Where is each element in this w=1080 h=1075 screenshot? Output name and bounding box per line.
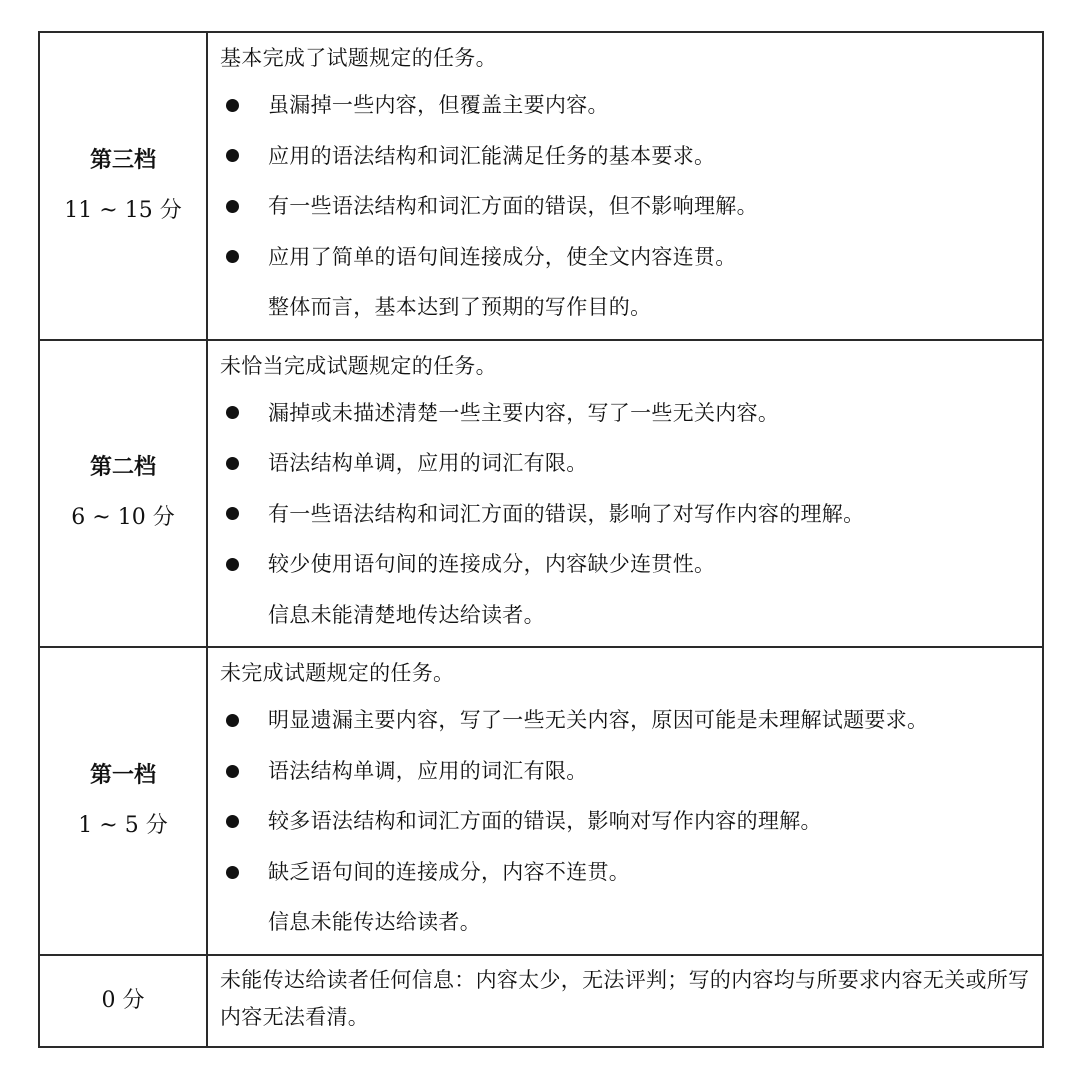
bullet-icon <box>226 200 239 213</box>
bullet-icon <box>226 457 239 470</box>
bullet-icon <box>226 99 239 112</box>
level-intro: 基本完成了试题规定的任务。 <box>220 46 497 70</box>
description-cell <box>207 340 1043 648</box>
criterion-item <box>220 489 1032 540</box>
criterion-item <box>220 388 1032 439</box>
level-score: 1 ~ 5 分 <box>78 813 168 838</box>
bullet-icon <box>226 815 239 828</box>
criterion-text: 缺乏语句间的连接成分，内容不连贯。 <box>268 859 631 884</box>
criterion-text: 有一些语法结构和词汇方面的错误，影响了对写作内容的理解。 <box>268 501 865 526</box>
level-name: 第二档 <box>89 455 156 481</box>
criterion-text: 语法结构单调，应用的词汇有限。 <box>268 758 588 783</box>
criterion-text: 漏掉或未描述清楚一些主要内容，写了一些无关内容。 <box>268 400 780 425</box>
criterion-text: 语法结构单调，应用的词汇有限。 <box>268 451 588 475</box>
level-cell <box>39 340 207 648</box>
criterion-text: 应用的语法结构和词汇能满足任务的基本要求。 <box>268 143 716 168</box>
bullet-icon <box>226 866 239 879</box>
level-intro: 未完成试题规定的任务。 <box>220 661 455 686</box>
criterion-text: 应用了简单的语句间连接成分，使全文内容连贯。 <box>268 244 737 269</box>
bullet-icon <box>226 250 239 263</box>
scoring-rubric-table <box>38 31 1044 1048</box>
criterion-item <box>220 695 1032 746</box>
level-summary: 整体而言，基本达到了预期的写作目的。 <box>268 295 652 319</box>
bullet-icon <box>226 765 239 778</box>
criterion-item <box>220 232 1032 283</box>
criterion-text: 较多语法结构和词汇方面的错误，影响对写作内容的理解。 <box>268 809 822 834</box>
criterion-item <box>220 181 1032 232</box>
level-name: 第一档 <box>89 763 156 788</box>
level-intro: 未恰当完成试题规定的任务。 <box>220 353 497 378</box>
bullet-icon <box>226 558 239 571</box>
level-score: 11 ~ 15 分 <box>64 197 182 223</box>
level-summary: 信息未能清楚地传达给读者。 <box>268 602 545 627</box>
rubric-row-level-2 <box>39 340 1043 648</box>
rubric-row-level-1 <box>39 647 1043 955</box>
criterion-item <box>220 796 1032 847</box>
criterion-item <box>220 746 1032 797</box>
criterion-item <box>220 438 1032 489</box>
criterion-text: 明显遗漏主要内容，写了一些无关内容，原因可能是未理解试题要求。 <box>268 708 929 733</box>
level-cell <box>39 955 207 1047</box>
bullet-icon <box>226 714 239 727</box>
level-cell <box>39 32 207 340</box>
level-name: 第三档 <box>89 147 156 173</box>
criterion-item <box>220 80 1032 131</box>
level-score: 0 分 <box>101 988 145 1013</box>
bullet-icon <box>226 149 239 162</box>
criterion-text: 较少使用语句间的连接成分，内容缺少连贯性。 <box>268 552 716 576</box>
criterion-item <box>220 539 1032 590</box>
level-cell <box>39 647 207 955</box>
description-cell <box>207 647 1043 955</box>
rubric-row-zero <box>39 955 1043 1047</box>
level-summary: 信息未能传达给读者。 <box>268 910 481 935</box>
criterion-text: 有一些语法结构和词汇方面的错误，但不影响理解。 <box>268 194 758 218</box>
criterion-text: 虽漏掉一些内容，但覆盖主要内容。 <box>268 93 609 117</box>
bullet-icon <box>226 406 239 419</box>
rubric-row-level-3 <box>39 32 1043 340</box>
criterion-item <box>220 847 1032 898</box>
level-score: 6 ~ 10 分 <box>71 505 175 531</box>
description-cell <box>207 32 1043 340</box>
criterion-item <box>220 131 1032 182</box>
bullet-icon <box>226 507 239 520</box>
zero-description: 未能传达给读者任何信息：内容太少，无法评判；写的内容均与所要求内容无关或所写内容无法看清。 <box>207 955 1043 1047</box>
